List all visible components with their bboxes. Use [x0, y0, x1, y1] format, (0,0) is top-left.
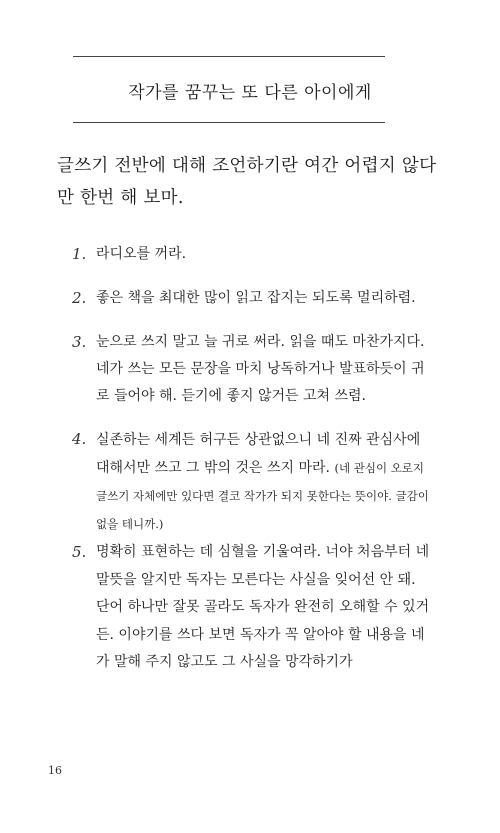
item-note: (네 관심이 오로지 글쓰기 자체에만 있다면 결코 작가가 되지 못한다는 뜻이야. 글감이 없을 테니까.) [96, 461, 429, 531]
item-body [72, 426, 432, 538]
top-divider [73, 56, 385, 57]
item-text: 명확히 표현하는 데 심혈을 기울여라. 너야 처음부터 네 말뜻을 알지만 독자는 모른다는 사실을 잊어선 안 돼. 단어 하나만 잘못 골라도 독자가 완전히 오해할 수 있거든. 이야기를 쓰다 보면 독자가 꼭 알아야 할 내용을 네가 말해 주지 않고도 그 사실을 망각하기가 [96, 544, 430, 670]
list-item [72, 285, 432, 312]
item-text: 눈으로 쓰지 말고 늘 귀로 써라. 읽을 때도 마찬가지다. 네가 쓰는 모든 문장을 마치 낭독하거나 발표하듯이 귀로 들어야 해. 듣기에 좋지 않거든 고쳐 쓰렴. [96, 334, 425, 404]
list-item [72, 426, 432, 538]
list-item [72, 329, 432, 410]
item-number: 1. [72, 245, 87, 263]
intro-paragraph: 글쓰기 전반에 대해 조언하기란 여간 어렵지 않다만 한번 해 보마. [57, 156, 437, 208]
item-text: 라디오를 꺼라. [96, 246, 187, 262]
list-item [72, 241, 432, 268]
page-number: 16 [48, 764, 62, 777]
item-number: 5. [72, 543, 87, 561]
item-text: 실존하는 세계든 허구든 상관없으니 네 진짜 관심사에 대해서만 쓰고 그 밖의 것은 쓰지 마라. [96, 432, 421, 476]
item-number: 3. [72, 333, 87, 351]
list-item [72, 539, 432, 677]
section-heading: 작가를 꿈꾸는 또 다른 아이에게 [128, 83, 372, 103]
item-number: 4. [72, 430, 87, 448]
item-text: 좋은 책을 최대한 많이 읽고 잡지는 되도록 멀리하렴. [96, 290, 416, 306]
item-number: 2. [72, 289, 87, 307]
bottom-divider [73, 122, 385, 123]
